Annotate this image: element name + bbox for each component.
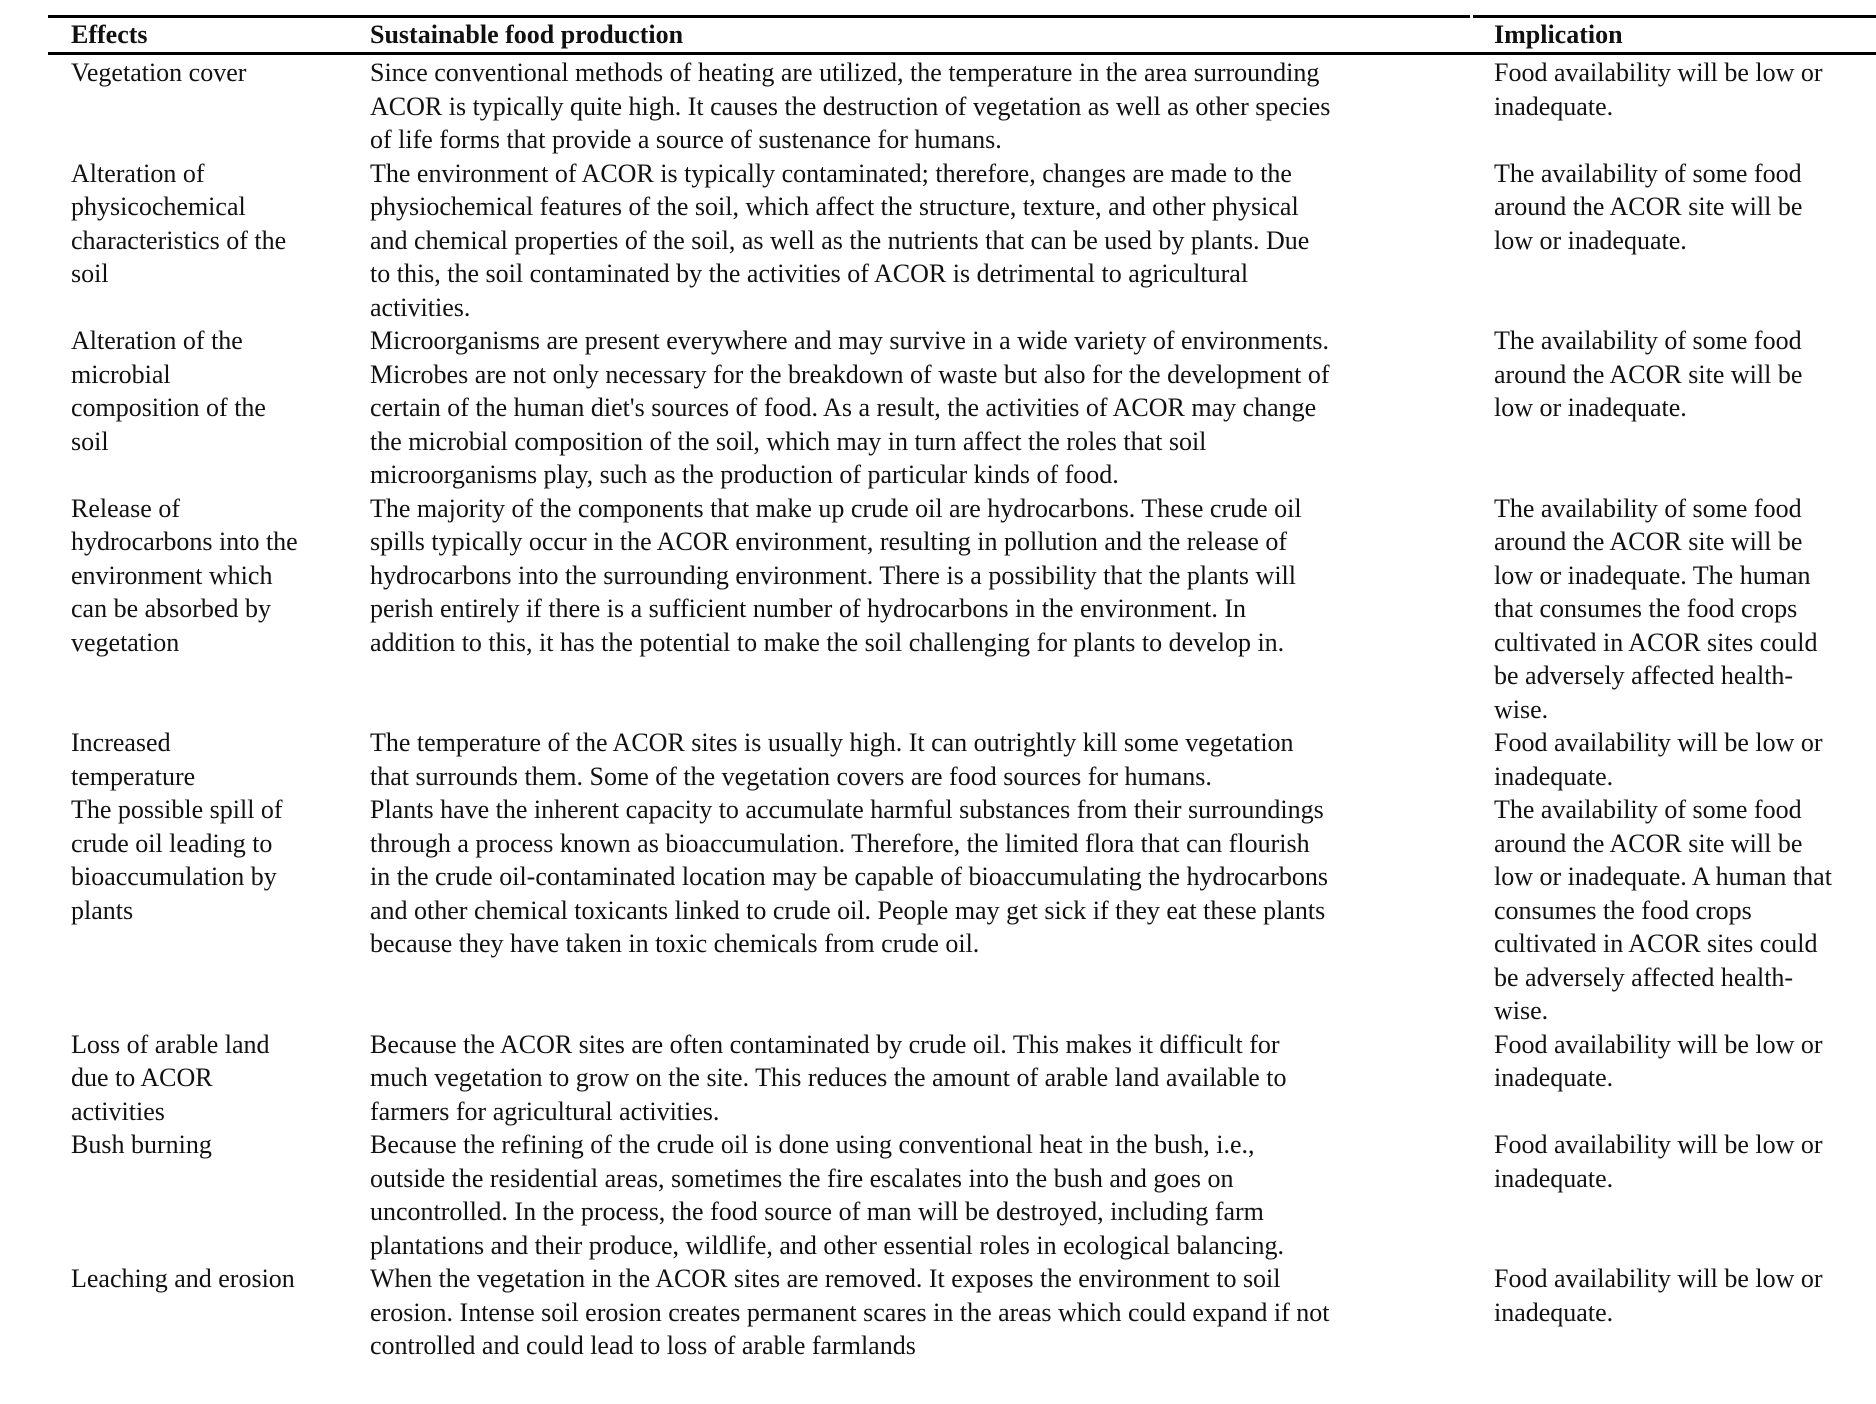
cell-line: farmers for agricultural activities. bbox=[370, 1096, 720, 1126]
cell-line: Because the ACOR sites are often contaminated by crude oil. This makes it difficult for bbox=[370, 1029, 1280, 1059]
production-cell bbox=[370, 56, 1462, 157]
cell-line: much vegetation to grow on the site. This reduces the amount of arable land available to bbox=[370, 1063, 1287, 1092]
cell-line: temperature bbox=[71, 761, 196, 791]
effect-cell bbox=[71, 56, 361, 90]
production-cell bbox=[370, 1128, 1462, 1262]
cell-line: Increased bbox=[71, 728, 171, 757]
implication-cell bbox=[1494, 492, 1876, 727]
cell-line: Bush burning bbox=[71, 1130, 212, 1159]
cell-line: soil bbox=[71, 426, 109, 456]
production-cell bbox=[370, 793, 1462, 961]
header-implication: Implication bbox=[1494, 20, 1623, 49]
cell-line: Alteration of bbox=[71, 158, 205, 188]
implication-cell bbox=[1494, 1262, 1876, 1329]
cell-line: The temperature of the ACOR sites is usually high. It can outrightly kill some vegetation bbox=[370, 728, 1294, 757]
cell-line: When the vegetation in the ACOR sites are removed. It exposes the environment to soil bbox=[370, 1264, 1281, 1293]
cell-line: be adversely affected health- bbox=[1494, 962, 1794, 992]
cell-line: consumes the food crops bbox=[1494, 895, 1752, 925]
cell-line: low or inadequate. bbox=[1494, 393, 1687, 422]
cell-line: The availability of some food bbox=[1494, 493, 1802, 523]
cell-line: The availability of some food bbox=[1494, 158, 1802, 188]
cell-line: through a process known as bioaccumulation. Therefore, the limited flora that can flourish bbox=[370, 828, 1310, 858]
implication-cell bbox=[1494, 157, 1876, 258]
header-effects: Effects bbox=[71, 20, 148, 49]
cell-line: Release of bbox=[71, 493, 181, 523]
cell-line: spills typically occur in the ACOR environment, resulting in pollution and the release of bbox=[370, 527, 1288, 556]
cell-line: low or inadequate. The human bbox=[1494, 560, 1811, 590]
cell-line: around the ACOR site will be bbox=[1494, 828, 1803, 858]
cell-line: Plants have the inherent capacity to accumulate harmful substances from their surroundings bbox=[370, 795, 1324, 824]
cell-line: hydrocarbons into the bbox=[71, 527, 298, 556]
production-cell bbox=[370, 1028, 1462, 1129]
effect-cell bbox=[71, 1262, 361, 1296]
cell-line: of life forms that provide a source of sustenance for humans. bbox=[370, 125, 1002, 154]
cell-line: around the ACOR site will be bbox=[1494, 527, 1803, 556]
effect-cell bbox=[71, 793, 361, 927]
cell-line: Food availability will be low or bbox=[1494, 1264, 1823, 1293]
cell-line: composition of the bbox=[71, 393, 266, 422]
cell-line: microbial bbox=[71, 359, 171, 389]
cell-line: plantations and their produce, wildlife, and other essential roles in ecological balancing. bbox=[370, 1230, 1285, 1260]
cell-line: be adversely affected health- bbox=[1494, 661, 1794, 690]
cell-line: inadequate. bbox=[1494, 91, 1614, 121]
implication-cell bbox=[1494, 793, 1876, 1028]
header-sustainable-food-production: Sustainable food production bbox=[370, 20, 684, 49]
cell-line: environment which bbox=[71, 560, 273, 590]
cell-line: controlled and could lead to loss of arable farmlands bbox=[370, 1331, 916, 1360]
cell-line: Loss of arable land bbox=[71, 1029, 270, 1059]
cell-line: wise. bbox=[1494, 694, 1549, 724]
cell-line: Leaching and erosion bbox=[71, 1264, 295, 1293]
implication-cell bbox=[1494, 1028, 1876, 1095]
cell-line: Since conventional methods of heating are utilized, the temperature in the area surrounding bbox=[370, 58, 1320, 87]
cell-line: microorganisms play, such as the production of particular kinds of food. bbox=[370, 460, 1119, 489]
cell-line: low or inadequate. bbox=[1494, 225, 1687, 255]
cell-line: activities bbox=[71, 1096, 165, 1126]
cell-line: Microorganisms are present everywhere and may survive in a wide variety of environments. bbox=[370, 326, 1330, 355]
cell-line: low or inadequate. A human that bbox=[1494, 862, 1832, 891]
cell-line: characteristics of the bbox=[71, 225, 287, 255]
cell-line: physiochemical features of the soil, which affect the structure, texture, and other physical bbox=[370, 192, 1299, 221]
production-cell bbox=[370, 1262, 1462, 1363]
header-bottom-rule bbox=[48, 52, 1876, 55]
cell-line: Food availability will be low or bbox=[1494, 728, 1823, 757]
production-cell bbox=[370, 324, 1462, 492]
cell-line: cultivated in ACOR sites could bbox=[1494, 627, 1818, 657]
effect-cell bbox=[71, 324, 361, 458]
production-cell bbox=[370, 157, 1462, 325]
cell-line: around the ACOR site will be bbox=[1494, 192, 1803, 221]
cell-line: Food availability will be low or bbox=[1494, 1029, 1823, 1059]
cell-line: inadequate. bbox=[1494, 1163, 1614, 1193]
cell-line: Microbes are not only necessary for the breakdown of waste but also for the development of bbox=[370, 359, 1330, 389]
implication-cell bbox=[1494, 726, 1876, 793]
cell-line: Food availability will be low or bbox=[1494, 58, 1823, 87]
cell-line: physicochemical bbox=[71, 192, 246, 221]
cell-line: plants bbox=[71, 895, 134, 925]
cell-line: Vegetation cover bbox=[71, 58, 247, 87]
effect-cell bbox=[71, 1128, 361, 1162]
cell-line: soil bbox=[71, 259, 109, 288]
cell-line: bioaccumulation by bbox=[71, 862, 277, 891]
cell-line: and other chemical toxicants linked to crude oil. People may get sick if they eat these plants bbox=[370, 895, 1326, 925]
cell-line: wise. bbox=[1494, 996, 1549, 1025]
production-cell bbox=[370, 492, 1462, 660]
cell-line: The possible spill of bbox=[71, 795, 283, 824]
cell-line: certain of the human diet's sources of food. As a result, the activities of ACOR may change bbox=[370, 393, 1317, 422]
cell-line: Food availability will be low or bbox=[1494, 1130, 1823, 1159]
cell-line: activities. bbox=[370, 292, 471, 322]
cell-line: inadequate. bbox=[1494, 761, 1614, 791]
cell-line: The availability of some food bbox=[1494, 326, 1802, 355]
implication-cell bbox=[1494, 1128, 1876, 1195]
cell-line: addition to this, it has the potential to make the soil challenging for plants to develop in. bbox=[370, 627, 1285, 657]
cell-line: Alteration of the bbox=[71, 326, 243, 355]
cell-line: inadequate. bbox=[1494, 1297, 1614, 1327]
effect-cell bbox=[71, 157, 361, 291]
cell-line: because they have taken in toxic chemicals from crude oil. bbox=[370, 929, 980, 958]
production-cell bbox=[370, 726, 1462, 793]
cell-line: ACOR is typically quite high. It causes the destruction of vegetation as well as other species bbox=[370, 91, 1331, 121]
cell-line: around the ACOR site will be bbox=[1494, 359, 1803, 389]
cell-line: vegetation bbox=[71, 627, 180, 657]
effect-cell bbox=[71, 492, 361, 660]
effect-cell bbox=[71, 726, 361, 793]
cell-line: Because the refining of the crude oil is done using conventional heat in the bush, i.e., bbox=[370, 1130, 1255, 1159]
cell-line: in the crude oil-contaminated location may be capable of bioaccumulating the hydrocarbons bbox=[370, 862, 1329, 891]
cell-line: perish entirely if there is a sufficient number of hydrocarbons in the environment. In bbox=[370, 594, 1247, 623]
cell-line: and chemical properties of the soil, as well as the nutrients that can be used by plants. Due bbox=[370, 225, 1310, 255]
cell-line: The availability of some food bbox=[1494, 795, 1802, 824]
cell-line: to this, the soil contaminated by the activities of ACOR is detrimental to agricultural bbox=[370, 259, 1249, 288]
cell-line: outside the residential areas, sometimes the fire escalates into the bush and goes on bbox=[370, 1163, 1234, 1193]
cell-line: that surrounds them. Some of the vegetation covers are food sources for humans. bbox=[370, 761, 1212, 791]
cell-line: the microbial composition of the soil, which may in turn affect the roles that soil bbox=[370, 426, 1207, 456]
cell-line: The environment of ACOR is typically contaminated; therefore, changes are made to the bbox=[370, 158, 1292, 188]
cell-line: can be absorbed by bbox=[71, 594, 271, 623]
cell-line: due to ACOR bbox=[71, 1063, 213, 1092]
effect-cell bbox=[71, 1028, 361, 1129]
cell-line: that consumes the food crops bbox=[1494, 594, 1798, 623]
cell-line: crude oil leading to bbox=[71, 828, 273, 858]
implication-cell bbox=[1494, 324, 1876, 425]
cell-line: The majority of the components that make up crude oil are hydrocarbons. These crude oil bbox=[370, 493, 1302, 523]
cell-line: uncontrolled. In the process, the food source of man will be destroyed, including farm bbox=[370, 1197, 1264, 1226]
implication-cell bbox=[1494, 56, 1876, 123]
cell-line: inadequate. bbox=[1494, 1063, 1614, 1092]
cell-line: hydrocarbons into the surrounding environment. There is a possibility that the plants will bbox=[370, 560, 1296, 590]
cell-line: cultivated in ACOR sites could bbox=[1494, 929, 1818, 958]
cell-line: erosion. Intense soil erosion creates permanent scares in the areas which could expand if not bbox=[370, 1297, 1330, 1327]
